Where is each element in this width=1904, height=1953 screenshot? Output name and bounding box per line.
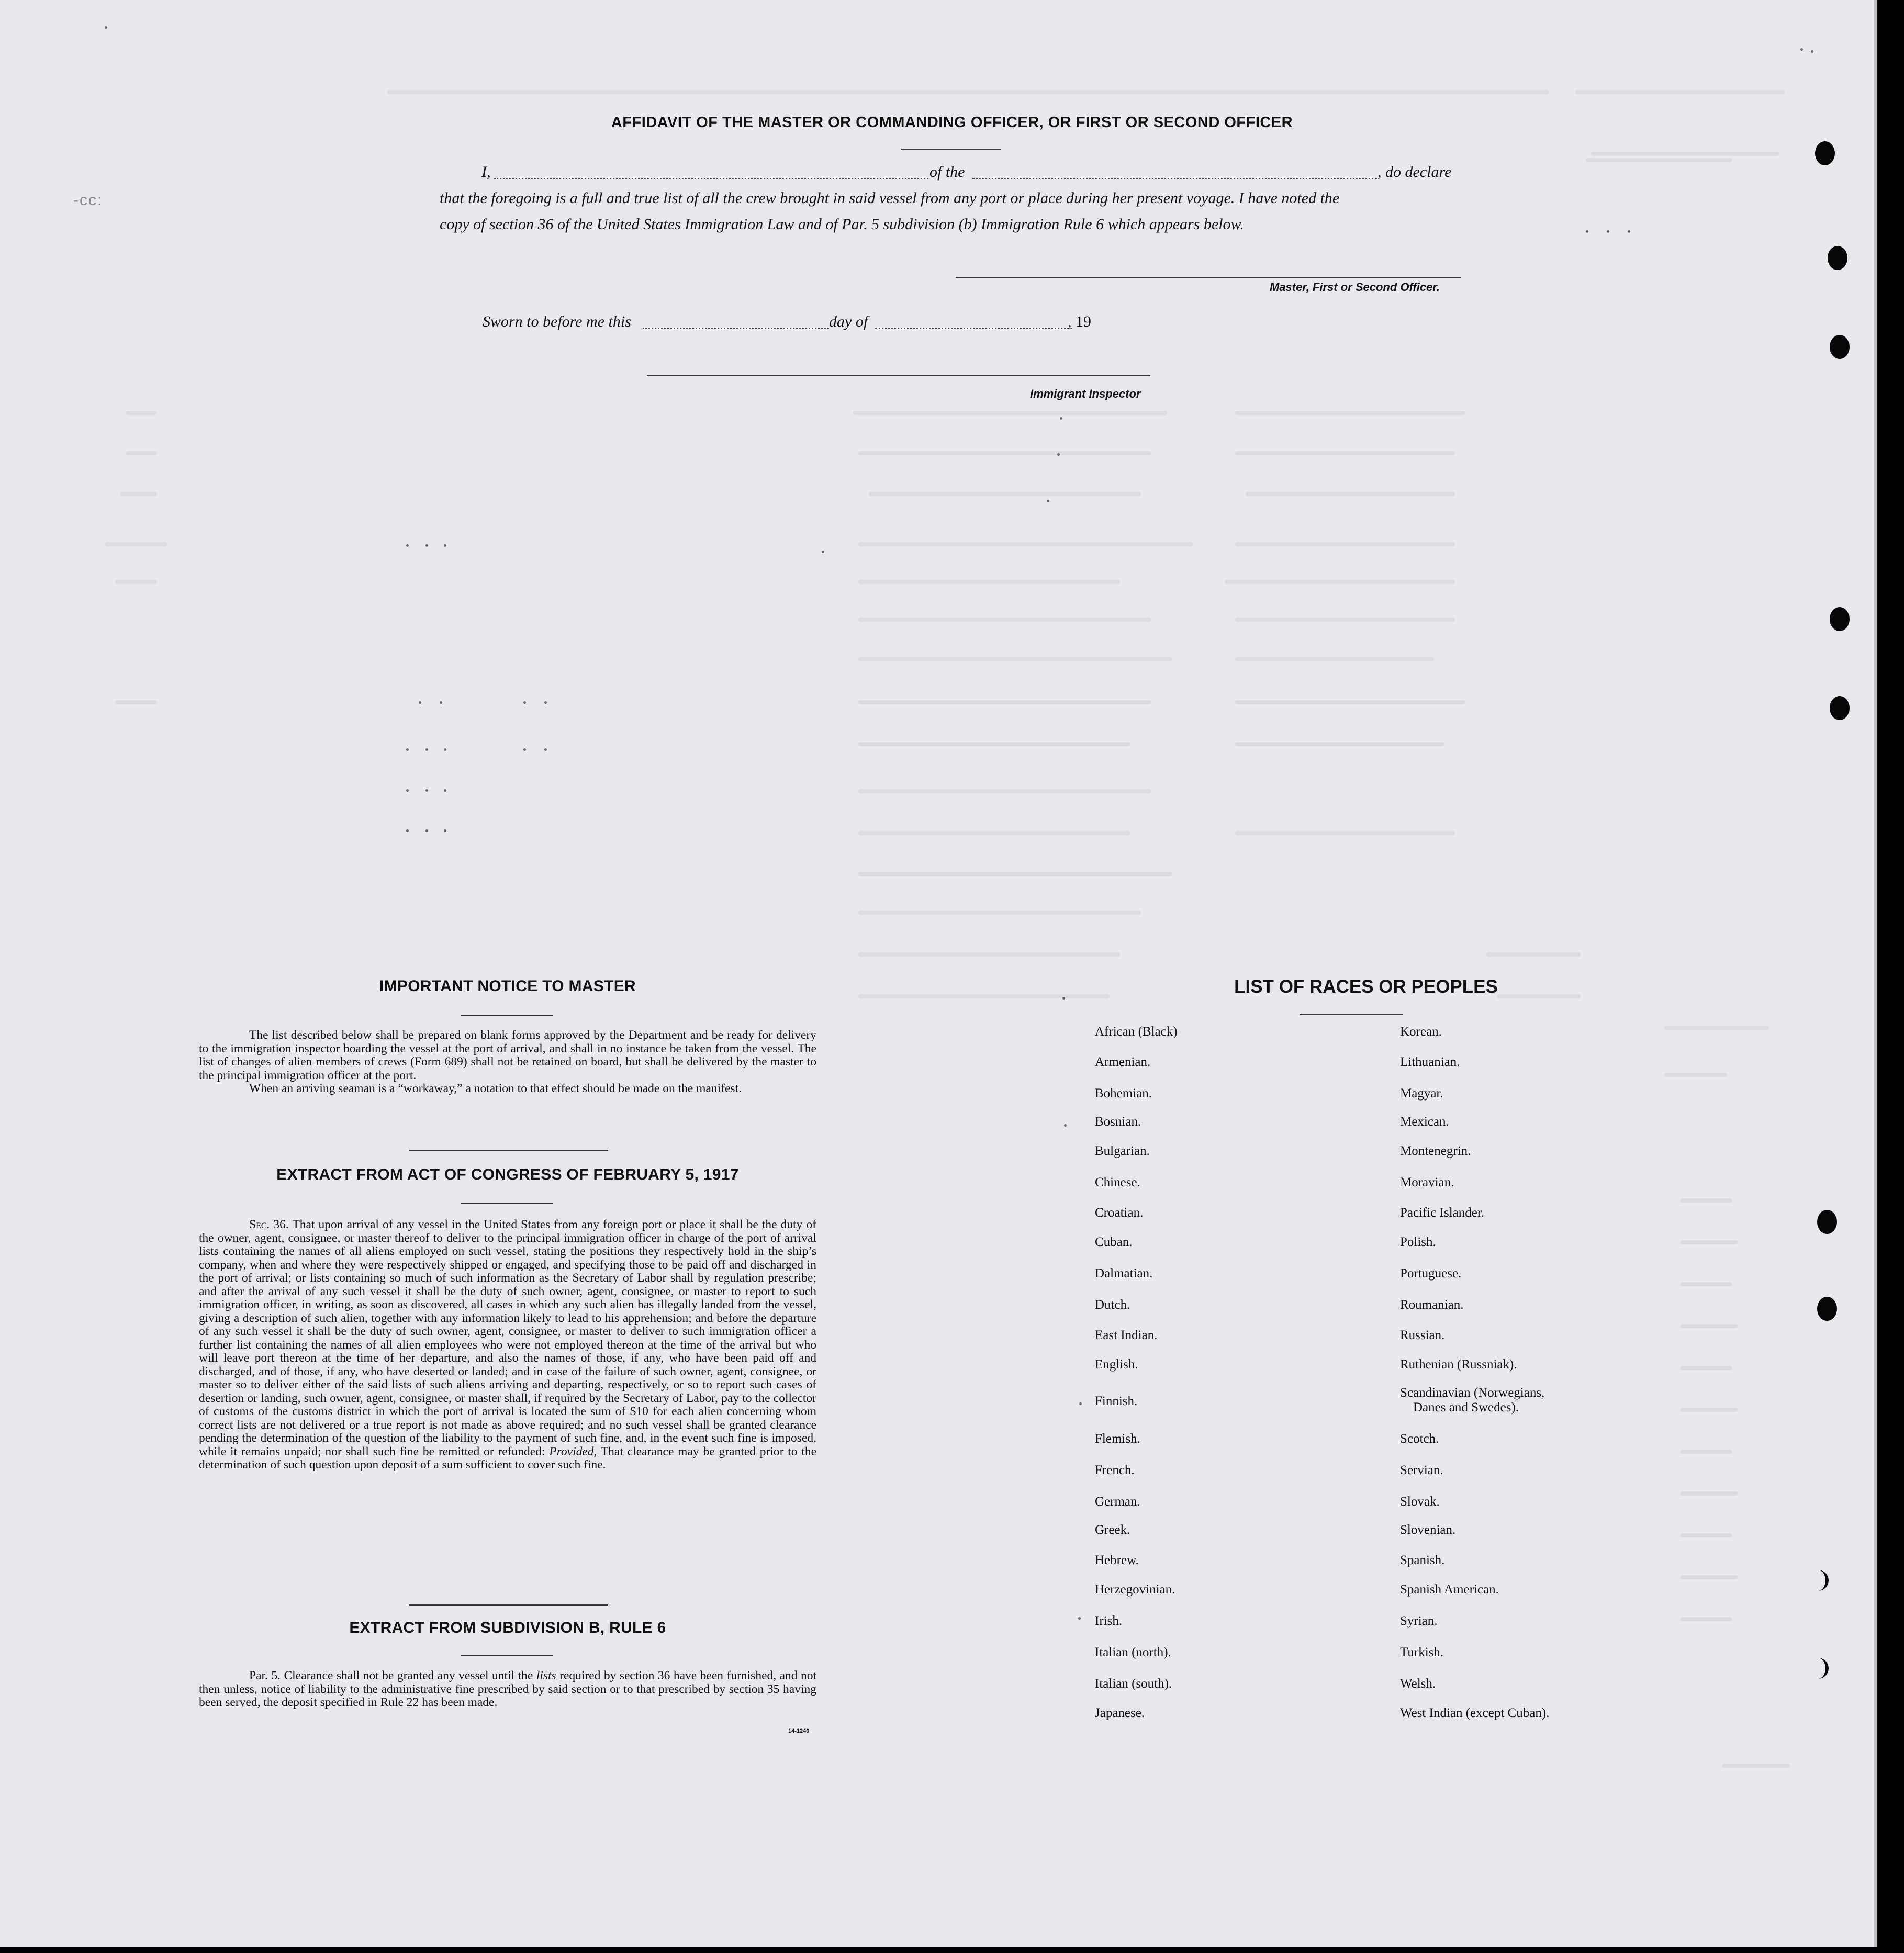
race-item: Slovak.: [1400, 1495, 1440, 1509]
section-divider: [409, 1150, 608, 1151]
sworn-prefix: Sworn to before me this: [483, 313, 631, 330]
act-extract-title: EXTRACT FROM ACT OF CONGRESS OF FEBRUARY 5, 1917: [276, 1166, 739, 1183]
race-item: Scandinavian (Norwegians,: [1400, 1386, 1545, 1400]
inspector-label: Immigrant Inspector: [1030, 387, 1141, 400]
race-item: East Indian.: [1095, 1328, 1158, 1342]
race-item: Spanish.: [1400, 1553, 1445, 1567]
notice-text: [199, 1029, 816, 1096]
race-item: Bohemian.: [1095, 1086, 1152, 1101]
race-item: Croatian.: [1095, 1206, 1144, 1220]
race-item: Armenian.: [1095, 1055, 1151, 1069]
race-item: Irish.: [1095, 1614, 1123, 1628]
race-item: Italian (south).: [1095, 1677, 1172, 1691]
affidavit-title: AFFIDAVIT OF THE MASTER OR COMMANDING OFFICER, OR FIRST OR SECOND OFFICER: [611, 114, 1293, 131]
race-item: Dutch.: [1095, 1298, 1130, 1312]
race-item: Russian.: [1400, 1328, 1445, 1342]
rule-extract-text: [199, 1669, 816, 1710]
sworn-month-blank: [875, 328, 1072, 329]
race-item: German.: [1095, 1495, 1140, 1509]
rule-extract-title: EXTRACT FROM SUBDIVISION B, RULE 6: [349, 1619, 666, 1636]
race-item: Danes and Swedes).: [1413, 1400, 1519, 1415]
master-signature-line: [956, 277, 1461, 278]
race-item: Syrian.: [1400, 1614, 1438, 1628]
race-item: Dalmatian.: [1095, 1266, 1153, 1281]
section-divider: [409, 1604, 608, 1606]
binder-hole: [1830, 696, 1850, 720]
race-item: Chinese.: [1095, 1175, 1140, 1189]
binder-hole: [1828, 246, 1847, 270]
race-item: Scotch.: [1400, 1432, 1439, 1446]
act-body-end: That clearance may be granted prior to the determination of such question upon deposit of a sum sufficient to cover such fine.: [199, 1444, 816, 1472]
sworn-year: , 19: [1068, 313, 1091, 330]
notice-divider: [461, 1015, 553, 1016]
race-item: Greek.: [1095, 1523, 1130, 1537]
lists-word: lists: [536, 1669, 556, 1682]
race-item: Bosnian.: [1095, 1115, 1141, 1129]
race-item: Ruthenian (Russniak).: [1400, 1357, 1517, 1372]
race-item: West Indian (except Cuban).: [1400, 1706, 1550, 1720]
race-item: French.: [1095, 1463, 1135, 1477]
title-divider: [901, 149, 1001, 150]
race-item: Portuguese.: [1400, 1266, 1462, 1281]
race-item: African (Black): [1095, 1025, 1178, 1039]
section-label: Sec. 36.: [249, 1218, 289, 1231]
race-item: Roumanian.: [1400, 1298, 1464, 1312]
notice-title: IMPORTANT NOTICE TO MASTER: [379, 978, 636, 995]
act-divider: [461, 1203, 553, 1204]
race-item: Pacific Islander.: [1400, 1206, 1485, 1220]
sworn-day-blank: [643, 328, 829, 329]
form-number: 14-1240: [788, 1728, 810, 1734]
race-item: Herzegovinian.: [1095, 1582, 1175, 1597]
rule-body-b: required by section 36 have been furnished, and not then unless, notice of liability to the administrative fine prescribed by said section or to that prescribed by section 35 having been served, the deposit specified in Rule 22 has been made.: [199, 1669, 817, 1709]
inspector-signature-line: [647, 375, 1150, 376]
races-divider: [1300, 1014, 1403, 1015]
race-item: Turkish.: [1400, 1645, 1444, 1659]
master-signature-label: Master, First or Second Officer.: [1270, 280, 1440, 294]
race-item: Magyar.: [1400, 1086, 1443, 1101]
race-item: Korean.: [1400, 1025, 1442, 1039]
affidavit-i-label: I,: [481, 163, 491, 181]
race-item: Slovenian.: [1400, 1523, 1456, 1537]
affidavit-statement-line1: that the foregoing is a full and true list of all the crew brought in said vessel from any port or place during her present voyage. I have noted the: [440, 189, 1340, 207]
race-item: Lithuanian.: [1400, 1055, 1460, 1069]
race-item: Hebrew.: [1095, 1553, 1139, 1567]
race-item: Polish.: [1400, 1235, 1436, 1249]
notice-paragraph-1: The list described below shall be prepared on blank forms approved by the Department and be ready for delivery to the immigration inspector boarding the vessel at the port of arrival, and shall in no instance be taken from the vessel. The list of changes of alien members of crews (Form 689) shall not be retained on board, but shall be delivered by the master to the principal immigration officer at the port.: [199, 1028, 816, 1082]
binder-hole: [1817, 1297, 1837, 1321]
binder-hole: [1817, 1210, 1837, 1234]
race-item: Bulgarian.: [1095, 1144, 1150, 1158]
race-item: English.: [1095, 1357, 1138, 1372]
race-item: Japanese.: [1095, 1706, 1145, 1720]
act-extract-text: [199, 1218, 816, 1472]
binder-hole: [1830, 607, 1850, 631]
race-item: Servian.: [1400, 1463, 1443, 1477]
sworn-day-of: day of: [829, 313, 868, 330]
affidavit-declare-label: , do declare: [1377, 163, 1452, 181]
race-item: Welsh.: [1400, 1677, 1436, 1691]
declarant-name-blank: [494, 178, 928, 179]
race-item: Flemish.: [1095, 1432, 1140, 1446]
provided-word: Provided,: [549, 1444, 597, 1458]
races-title: LIST OF RACES OR PEOPLES: [1234, 977, 1498, 997]
race-item: Mexican.: [1400, 1115, 1449, 1129]
affidavit-of-the-label: of the: [929, 163, 965, 181]
act-body: That upon arrival of any vessel in the United States from any foreign port or place it shall be the duty of the owner, agent, consignee, or master thereof to deliver to the principal immigration officer in charge of the port of arrival lists containing the names of all aliens employed on such vessel, stating the positions they respectively hold in the ship’s company, when and where they were respectively shipped or engaged, and specifying those to be paid off and discharged in the port of arrival; or lists containing so much of such information as the Secretary of Labor shall by regulation prescribe; and after the arrival of any such vessel it shall be the duty of such owner, agent, consignee, or master to report to such immigration officer, in writing, as soon as discovered, all cases in which any such alien has illegally landed from the vessel, giving a description of such alien, together with any information likely to lead to his apprehension; and before the departure of any such vessel it shall be the duty of such owner, agent, consignee, or master to deliver to such immigration officer a further list containing the names of all alien employees who were not employed thereon at the time of the arrival but who will leave port thereon at the time of her departure, and also the names of those, if any, who have been paid off and discharged, and of those, if any, who have deserted or landed; and in case of the failure of such owner, agent, consignee, or master so to deliver either of the said lists of such aliens arriving and departing, respectively, or so to report such cases of desertion or landing, such owner, agent, consignee, or master shall, if required by the Secretary of Labor, pay to the collector of customs of the customs district in which the port of arrival is located the sum of $10 for each alien concerning whom correct lists are not delivered or a true report is not made as above required; and no such vessel shall be granted clearance pending the determination of the question of the liability to the payment of such fine, and, in the event such fine is imposed, while it remains unpaid; nor shall such fine be remitted or refunded:: [199, 1218, 816, 1458]
race-item: Italian (north).: [1095, 1645, 1171, 1659]
race-item: Moravian.: [1400, 1175, 1454, 1189]
race-item: Spanish American.: [1400, 1582, 1499, 1597]
race-item: Cuban.: [1095, 1235, 1133, 1249]
binder-hole: [1830, 335, 1850, 359]
race-item: Montenegrin.: [1400, 1144, 1471, 1158]
rule-divider: [461, 1655, 553, 1656]
notice-paragraph-2: When an arriving seaman is a “workaway,” a notation to that effect should be made on the manifest.: [249, 1082, 742, 1095]
rule-body-a: Par. 5. Clearance shall not be granted any vessel until the: [249, 1669, 533, 1682]
binder-hole: [1815, 141, 1835, 165]
affidavit-statement-line2: copy of section 36 of the United States Immigration Law and of Par. 5 subdivision (b) Immigration Rule 6 which appears below.: [440, 216, 1244, 233]
vessel-name-blank: [972, 178, 1377, 179]
race-item: Finnish.: [1095, 1394, 1138, 1408]
